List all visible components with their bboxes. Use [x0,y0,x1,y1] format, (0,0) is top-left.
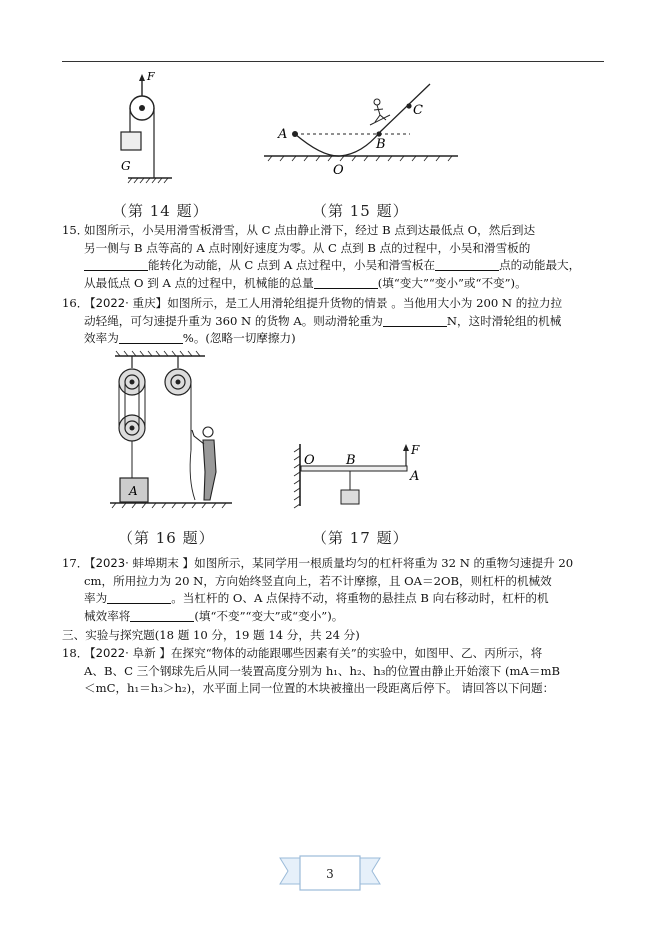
q17-line2: cm，所用拉力为 20 N，方向始终竖直向上，若不计摩擦，且 OA＝2OB，则杠杆的机械效 [84,573,552,588]
label-cargo-a: A [129,484,138,498]
q16-line3a: 效率为 [84,331,119,345]
q15-line1: 如图所示，小吴用滑雪板滑雪，从 C 点由静止滑下，经过 B 点到达最低点 O，然后到达 [84,223,536,237]
answer-blank[interactable] [314,276,378,289]
answer-blank[interactable] [435,258,499,271]
label-f: F [147,70,155,83]
label-f: F [411,443,420,457]
q17-line4a: 械效率将 [84,608,131,623]
label-o: O [304,453,315,468]
caption-fig17: （第 17 题） [312,529,409,547]
q15-line2: 另一侧与 B 点等高的 A 点时刚好速度为零。从 C 点到 B 点的过程中，小吴和滑雪板的 [84,240,531,255]
label-b: B [346,453,356,468]
label-a: A [410,469,420,484]
question-number: 18． [62,646,89,660]
answer-blank[interactable] [119,331,183,344]
figure-15-ski-slope [262,82,462,182]
label-c: C [413,103,423,118]
question-18 [62,645,606,698]
question-number: 15． [62,223,89,237]
question-17 [62,555,606,625]
page-number: 3 [326,867,334,881]
q15-line4a: 从最低点 O 到 A 点的过程中，机械能的总量 [84,275,314,290]
source-tag: 【2022· 重庆】 [84,296,168,310]
header-rule [62,61,604,62]
question-number: 16． [62,296,89,310]
label-a: A [278,127,288,142]
caption-fig14: （第 14 题） [112,202,209,220]
answer-blank[interactable] [130,609,194,622]
q16-line3b: %。(忽略一切摩擦力) [182,331,296,345]
question-15 [62,222,606,292]
q15-line3b: 点的动能最大， [499,258,581,272]
q18-line1: 在探究“物体的动能跟哪些因素有关”的实验中，如图甲、乙、丙所示，将 [170,646,543,660]
q17-line3b: 。当杠杆的 O、A 点保持不动，将重物的悬挂点 B 向右移动时，杠杆的机 [171,591,549,605]
q16-line2b: N，这时滑轮组的机械 [446,313,562,328]
q17-line1: 如图所示，某同学用一根质量均匀的杠杆将重为 32 N 的重物匀速提升 20 [194,556,574,570]
q15-line3a: 能转化为动能，从 C 点到 A 点过程中，小吴和滑雪板在 [148,258,436,272]
q15-line4b: (填“变大”“变小”或“不变”)。 [377,275,527,290]
answer-blank[interactable] [84,258,148,271]
figure-17-lever [290,440,430,510]
q18-line3: ＜mC，h₁＝h₃＞h₂)，水平面上同一位置的木块被撞出一段距离后停下。 请回答以下问题： [84,681,555,695]
source-tag: 【2022· 阜新 】 [84,646,171,660]
figure-16-pulley-system [110,350,235,510]
figure-14-pulley [112,70,178,190]
q18-line2: A、B、C 三个钢球先后从同一装置高度分别为 h₁、h₂、h₃的位置由静止开始滚下 (mA＝mB [84,663,560,678]
q16-line1: 如图所示，是工人用滑轮组提升货物的情景 。当他用大小为 200 N 的拉力拉 [167,296,563,310]
q17-line4b: (填“不变”“变大”或“变小”)。 [194,608,344,623]
q17-line3a: 率为 [84,591,108,605]
answer-blank[interactable] [107,591,171,604]
label-g: G [121,159,131,173]
answer-blank[interactable] [383,314,447,327]
caption-fig16: （第 16 题） [118,529,215,547]
question-16 [62,295,606,348]
caption-fig15: （第 15 题） [312,202,409,220]
section-heading: 三、实验与探究题(18 题 10 分，19 题 14 分，共 24 分) [62,628,360,642]
label-o: O [333,163,344,178]
q16-line2: 动轻绳，可匀速提升重为 360 N 的货物 A。则动滑轮重为 [84,313,383,328]
question-number: 17． [62,556,89,570]
label-b: B [376,137,386,152]
page-number-ribbon [278,854,382,892]
source-tag: 【2023· 蚌埠期末 】 [84,556,195,570]
